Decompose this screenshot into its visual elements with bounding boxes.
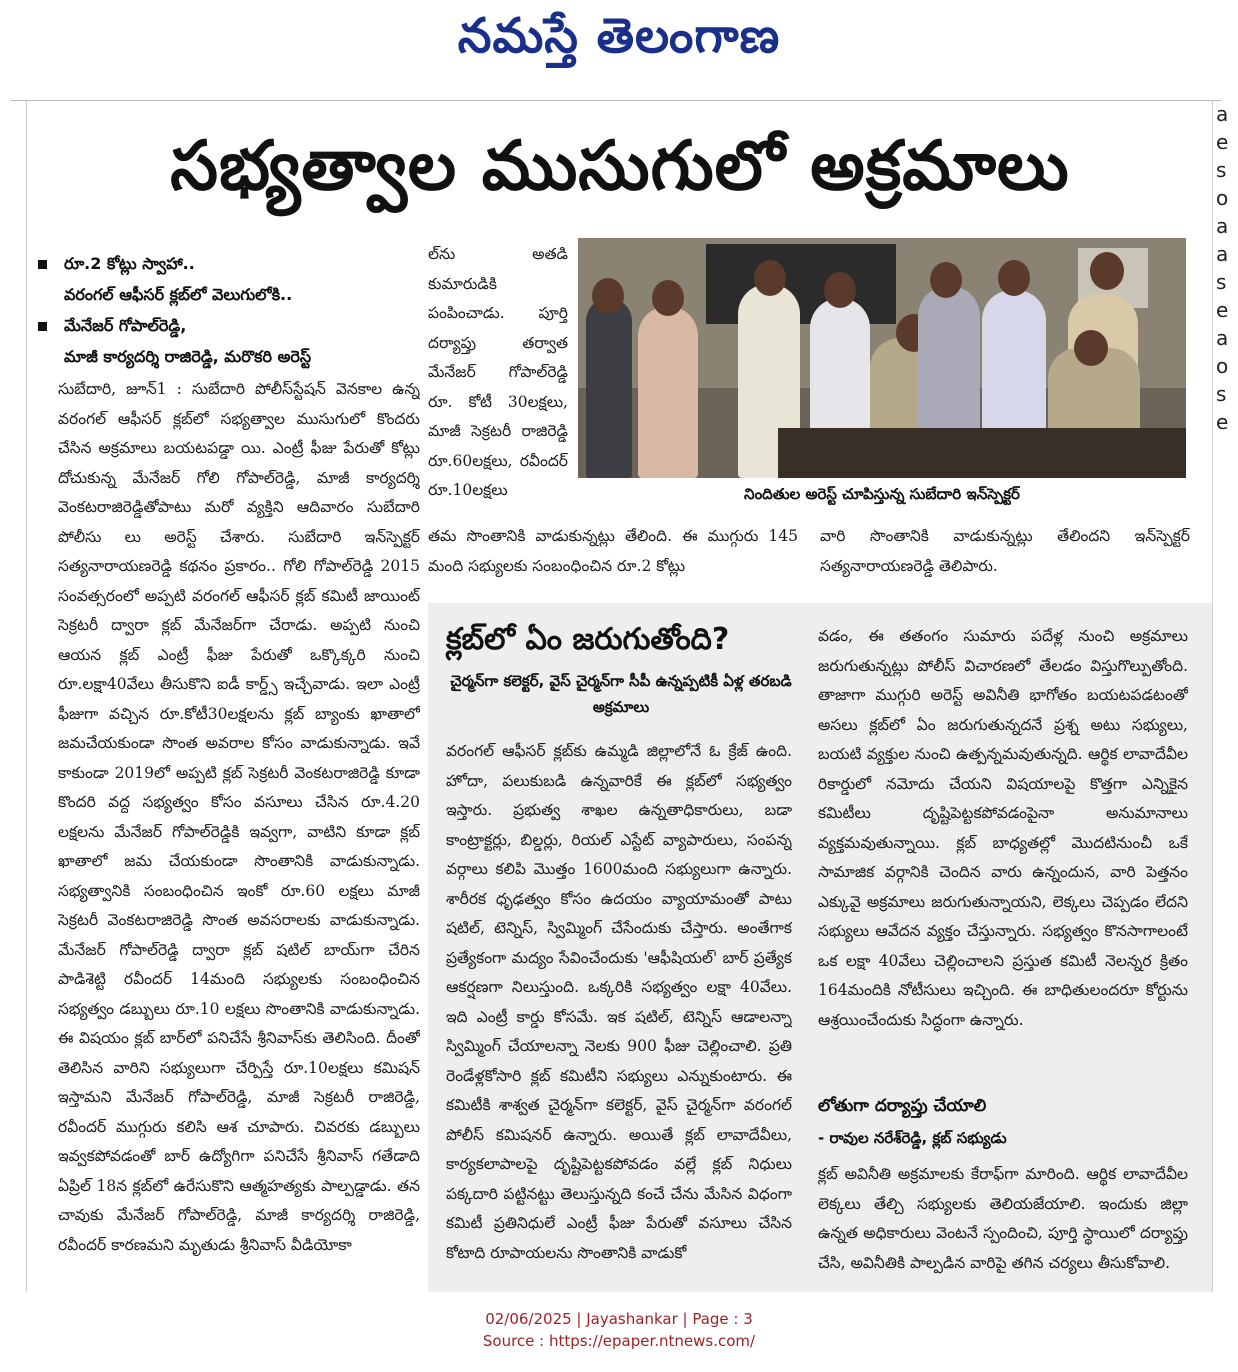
photo-person (638, 306, 698, 478)
left-margin-rule (26, 100, 27, 1292)
arrest-photo (578, 238, 1186, 478)
photo-caption: నిందితుల అరెస్ట్ చూపిస్తున్న సుబేదారి ఇన్‌స్పెక్టర్ (744, 485, 1020, 503)
highlight-bullets (36, 248, 416, 372)
photo-person-head (1074, 330, 1108, 366)
sidebar-title: క్లబ్‌లో ఏం జరుగుతోంది? (446, 622, 730, 657)
photo-person-head (824, 272, 856, 308)
sidebar-quote-text: క్లబ్ అవినీతి అక్రమాలకు కేరాఫ్‌గా మారింది. ఆర్థిక లావాదేవీల లెక్కలు తేల్చి సభ్యులకు తెలియజేయాలి. ఇందుకు జిల్లా ఉన్నత అధికారులు వెంటనే స్పందించి, పూర్తి స్థాయిలో దర్యాప్తు చేసి, అవినీతికి పాల్పడిన వారిపై తగిన చర్యలు తీసుకోవాలి. (818, 1165, 1188, 1272)
bullet-square-icon (38, 322, 47, 331)
bullet-line: వరంగల్ ఆఫీసర్ క్లబ్‌లో వెలుగులోకి.. (64, 285, 293, 304)
sidebar-subtitle: చైర్మన్‌గా కలెక్టర్, వైస్ చైర్మన్‌గా సీపీ ఉన్నప్పటికీ ఏళ్ల తరబడి అక్రమాలు (450, 672, 792, 716)
photo-person-head (592, 278, 624, 314)
photo-person (586, 298, 632, 478)
photo-board (706, 244, 896, 324)
adjacent-column-edge: a e s o a a s e a o s e (1216, 102, 1229, 434)
bullet-item (36, 310, 416, 341)
photo-person-head (1090, 252, 1124, 290)
sidebar-byline: - రావుల నరేశ్‌రెడ్డి, క్లబ్ సభ్యుడు (818, 1129, 1007, 1147)
photo-person-head (930, 262, 962, 298)
bullet-line: మేనేజర్ గోపాల్‌రెడ్డి, (64, 316, 187, 335)
page-footer (0, 1308, 1238, 1352)
right-margin-rule (1212, 100, 1213, 1292)
newspaper-masthead: నమస్తే తెలంగాణ (457, 8, 781, 64)
photo-person-head (998, 260, 1030, 296)
footer-edition-info: 02/06/2025 | Jayashankar | Page : 3 (485, 1310, 753, 1328)
article-headline: సభ్యత్వాల ముసుగులో అక్రమాలు (170, 127, 1070, 206)
article-continuation-b: వారి సొంతానికి వాడుకున్నట్లు తేలిందని ఇన్‌స్పెక్టర్ సత్యనారాయణరెడ్డి తెలిపారు. (820, 527, 1190, 575)
photo-person-head (754, 260, 786, 296)
article-continuation-a: తమ సొంతానికి వాడుకున్నట్లు తేలింది. ఈ ముగ్గురు 145 మంది సభ్యులకు సంబంధించిన రూ.2 కోట్లు (428, 527, 798, 575)
bullet-square-icon (38, 260, 47, 269)
bullet-item (36, 248, 416, 279)
sidebar-column-1: వరంగల్ ఆఫీసర్ క్లబ్‌కు ఉమ్మడి జిల్లాలోనే ఓ క్రేజ్ ఉంది. హోదా, పలుకుబడి ఉన్నవారికే ఈ క్లబ్‌లో సభ్యత్వం ఇస్తారు. ప్రభుత్వ శాఖల ఉన్నతాధికారులు, బడా కాంట్రాక్టర్లు, బిల్డర్లు, రియల్ ఎస్టేట్ వ్యాపారులు, సంపన్న వర్గాలు కలిపి మొత్తం 1600మంది సభ్యులుగా ఉన్నారు. శారీరక ధృఢత్వం కోసం ఉదయం వ్యాయామంతో పాటు షటిల్, టెన్నిస్, స్విమ్మింగ్ చేసేందుకు చేస్తారు. అంతేగాక ప్రత్యేకంగా మద్యం సేవించేందుకు 'ఆఫీషియల్' బార్ ప్రత్యేక ఆకర్షణగా నిలుస్తుంది. ఒక్కరికి సభ్యత్వం లక్షా 40వేలు. ఇది ఎంట్రీ కార్డు కోసమే. ఇక షటిల్, టెన్నిస్ ఆడాలన్నా స్విమ్మింగ్ చేయాలన్నా నెలకు 900 ఫీజు చెల్లించాలి. ప్రతి రెండేళ్లకోసారి క్లబ్ కమిటీని సభ్యులు ఎన్నుకుంటారు. ఈ కమిటీకి శాశ్వత చైర్మన్‌గా కలెక్టర్, వైస్ చైర్మన్‌గా వరంగల్ పోలీస్ కమిషనర్ ఉన్నారు. అయితే క్లబ్ లావాదేవీలు, కార్యకలాపాలపై దృష్టిపెట్టకపోవడం వల్లే క్లబ్ నిధులు పక్కదారి పట్టినట్టు తెలుస్తున్నది కంచే చేను మేసిన విధంగా కమిటీ ప్రతినిధులే ఎంట్రీ ఫీజు పేరుతో వసూలు చేసిన కోటాది రూపాయలను సొంతానికి వాడుకో (446, 742, 792, 1262)
article-column-2: ల్‌ను అతడి కుమారుడికి పంపించాడు. పూర్తి దర్యాప్తు తర్వాత మేనేజర్ గోపాల్‌రెడ్డి రూ. కోటీ 30లక్షలు, మాజీ సెక్రటరీ రాజిరెడ్డి రూ.60లక్షలు, రవీందర్ రూ.10లక్షలు (428, 245, 568, 499)
photo-person-head (652, 280, 684, 316)
article-column-1: సుబేదారి, జూన్1 : సుబేదారి పోలీస్‌స్టేషన్ వెనకాల ఉన్న వరంగల్ ఆఫీసర్ క్లబ్‌లో సభ్యత్వాల ముసుగులో కొందరు చేసిన అక్రమాలు బయటపడ్డా యి. ఎంట్రీ ఫీజు పేరుతో కోట్లు దోచుకున్న మేనేజర్ గోలి గోపాల్‌రెడ్డి, మాజీ కార్యదర్శి వెంకటరాజిరెడ్డితోపాటు మరో వ్యక్తిని ఆదివారం సుబేదారి పోలీసు లు అరెస్ట్ చేశారు. సుబేదారి ఇన్‌స్పెక్టర్ సత్యనారాయణరెడ్డి కథనం ప్రకారం.. గోలి గోపాల్‌రెడ్డి 2015 సంవత్సరంలో అప్పటి వరంగల్ ఆఫీసర్ క్లబ్ కమిటీ జాయింట్ సెక్రటరీ ద్వారా క్లబ్ మేనేజర్‌గా చేరాడు. అప్పటి నుంచి ఆయన క్లబ్ ఎంట్రీ ఫీజు పేరుతో ఒక్కొక్కరి నుంచి రూ.లక్షా40వేలు తీసుకొని ఐడీ కార్డ్స్ ఇచ్చేవాడు. ఇలా ఎంట్రీ ఫీజుగా వచ్చిన రూ.కోటీ30లక్షలను క్లబ్ బ్యాంకు ఖాతాలో జమచేయకుండా సొంత అవరాల కోసం వాడుకున్నాడు. ఇవే కాకుండా 2019లో అప్పటి క్లబ్ సెక్రటరీ వెంకటరాజిరెడ్డి కూడా కొందరి వద్ద సభ్యత్వం కోసం వసూలు చేసిన రూ.4.20 లక్షలను మేనేజర్ గోపాల్‌రెడ్డికి ఇవ్వగా, వాటిని కూడా క్లబ్ ఖాతాలో జమ చేయకుండా సొంతానికి వాడుకున్నాడు. సభ్యత్వానికి సంబంధించిన ఇంకో రూ.60 లక్షలు మాజీ సెక్రటరీ వెంకటరాజిరెడ్డి సొంత అవసరాలకు వాడుకున్నాడు. మేనేజర్ గోపాల్‌రెడ్డి ద్వారా క్లబ్ షటిల్ బాయ్‌గా చేరిన పాడిశెట్టి రవీందర్ 14మంది సభ్యులకు సంబంధించిన సభ్యత్వం డబ్బులు రూ.10 లక్షలు సొంతానికి వాడుకున్నాడు. ఈ విషయం క్లబ్ బార్‌లో పనిచేసే శ్రీనివాస్‌కు తెలిసింది. దీంతో తెలిసిన వారిని సభ్యులుగా చేర్పిస్తే రూ.10లక్షలు కమిషన్ ఇస్తామని మేనేజర్ గోపాల్‌రెడ్డి, మాజీ సెక్రటరీ రాజిరెడ్డి, రవీందర్ ముగ్గురు కలిసి ఆశ చూపారు. చివరకు డబ్బులు ఇవ్వకపోవడంతో బార్ ఉద్యోగిగా పనిచేసే శ్రీనివాస్ గతేడాది ఏప్రిల్ 18న క్లబ్‌లో ఉరేసుకొని ఆత్మహత్యకు పాల్పడ్డాడు. తన చావుకు మేనేజర్ గోపాల్‌రెడ్డి, మాజీ కార్యదర్శి రాజిరెడ్డి, రవీందర్ కారణమని మృతుడు శ్రీనివాస్ వీడియోకా (58, 380, 420, 1254)
sidebar-column-2: వడం, ఈ తతంగం సుమారు పదేళ్ల నుంచి అక్రమాలు జరుగుతున్నట్లు పోలీస్ విచారణలో తేలడం విస్తుగొల్పుతోంది. తాజాగా ముగ్గురి అరెస్ట్ అవినీతి భాగోతం బయటపడటంతో అసలు క్లబ్‌లో ఏం జరుగుతున్నదనే ప్రశ్న అటు సభ్యులు, బయటి వ్యక్తుల నుంచి ఉత్పన్నమవుతున్నది. ఆర్థిక లావాదేవీల రికార్డులో నమోదు చేయని విషయాలపై కొత్తగా ఎన్నికైన కమిటీలు దృష్టిపెట్టకపోవడంపైనా అనుమానాలు వ్యక్తమవుతున్నాయి. క్లబ్ బాధ్యతల్లో మొదటినుంచీ ఒకే సామాజిక వర్గానికి చెందిన వారు ఉన్నందున, వారి పెత్తనం ఎక్కువై అక్రమాలు జరుగుతున్నాయని, లెక్కలు చెప్పడం లేదని సభ్యులు ఆవేదన వ్యక్తం చేస్తున్నారు. సభ్యత్వం కొనసాగాలంటే ఒక లక్షా 40వేలు చెల్లించాలని ప్రస్తుత కమిటీ నెలన్నర క్రితం 164మందికి నోటీసులు ఇచ్చింది. ఈ బాధితులందరూ కోర్టును ఆశ్రయించేందుకు సిద్ధంగా ఉన్నారు. (818, 627, 1188, 1029)
photo-desk (778, 428, 1186, 478)
sidebar-subheading: లోతుగా దర్యాప్తు చేయాలి (818, 1096, 987, 1116)
footer-source-link[interactable]: Source : https://epaper.ntnews.com/ (482, 1332, 756, 1350)
bullet-line: రూ.2 కోట్లు స్వాహా.. (64, 254, 195, 273)
bullet-line: మాజీ కార్యదర్శి రాజిరెడ్డి, మరొకరి అరెస్ట్ (64, 347, 312, 366)
